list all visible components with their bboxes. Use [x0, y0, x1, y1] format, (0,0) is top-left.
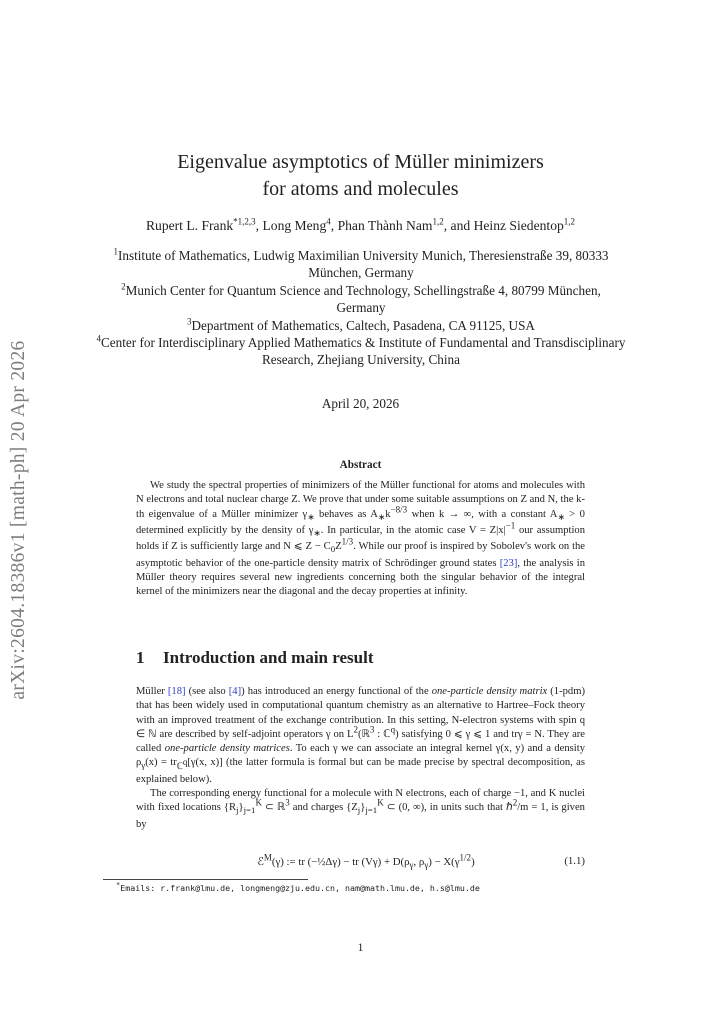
affiliation-text: Department of Mathematics, Caltech, Pasadena, CA 91125, USA	[191, 317, 535, 333]
section-body	[136, 685, 585, 832]
author-affil-sup: *1,2,3	[233, 216, 256, 227]
body-text: ⊂ (0, ∞), in units such that ℏ	[383, 802, 513, 814]
subscript: j	[357, 805, 361, 816]
abstract-heading: Abstract	[339, 459, 382, 471]
section-title: Introduction and main result	[163, 648, 374, 667]
title-line-2: for atoms and molecules	[262, 178, 459, 200]
equation-text: ℰ	[257, 856, 264, 868]
superscript: 3	[369, 724, 375, 735]
body-text: [γ(x, x)] (the latter formula is formal but can be made precise by spectral decomposition, as explained below).	[136, 757, 585, 785]
abstract-text: our assumption holds if Z is sufficiently large and N ⩽ Z − C	[136, 525, 586, 553]
superscript: K	[377, 797, 384, 808]
title-line-1: Eigenvalue asymptotics of Müller minimizers	[177, 151, 544, 173]
body-text: : ℂ	[374, 728, 391, 740]
equation-text: (γ) := tr (−½Δγ) − tr (Vγ) + D(ρ	[271, 856, 410, 868]
paper-date: April 20, 2026	[321, 396, 400, 411]
superscript: M	[263, 852, 272, 863]
paragraph	[136, 685, 585, 787]
subscript: j=1	[243, 805, 256, 816]
paper-title	[100, 149, 621, 203]
superscript: −8/3	[390, 504, 408, 515]
superscript: 2	[353, 724, 358, 735]
superscript: −1	[505, 520, 516, 531]
subscript: γ	[141, 760, 146, 771]
author-affil-sup: 4	[326, 216, 331, 227]
equation-text: ) − X(γ	[428, 856, 460, 868]
author-separator: ,	[255, 218, 263, 233]
affiliation-text: Center for Interdisciplinary Applied Mathematics & Institute of Fundamental and Transdisciplinary Research, Zhejiang University, China	[101, 335, 626, 368]
equation-text: )	[471, 856, 475, 868]
affiliation	[96, 317, 626, 334]
body-text: (1-pdm) that has been widely used in computational quantum chemistry as an alternative to Hartree–Fock theory with an improved treatment of the exchange contribution. In this setting, N-electron systems with spin q ∈ ℕ are described by self-adjoint operators γ on L	[136, 686, 585, 740]
body-text: /m = 1, is given by	[136, 802, 585, 830]
body-text: ⊂ ℝ	[264, 802, 286, 814]
page-number: 1	[357, 942, 364, 954]
abstract-text: when k → ∞, with a constant A	[407, 508, 558, 520]
author-name: Long Meng	[262, 218, 327, 233]
superscript: K	[255, 797, 262, 808]
footnote-rule	[103, 879, 308, 880]
equation-text: , ρ	[413, 856, 425, 868]
footnote-mark: *	[116, 881, 121, 890]
subscript: γ	[409, 860, 414, 871]
affiliation-text: Munich Center for Quantum Science and Technology, Schellingstraße 4, 80799 München, Germany	[125, 282, 601, 316]
subscript: ∗	[307, 511, 315, 522]
affiliation	[96, 282, 626, 317]
subscript: ∗	[557, 511, 565, 522]
abstract-body	[136, 479, 585, 600]
emphasis-text: one-particle density matrix	[431, 686, 548, 697]
abstract-text: k	[385, 508, 391, 520]
superscript: 3	[285, 797, 290, 808]
body-text: (x) = tr	[145, 757, 177, 769]
affiliation-sup: 1	[113, 246, 118, 257]
affiliation	[96, 334, 626, 369]
author-name: Heinz Siedentop	[473, 218, 564, 233]
abstract-text: . While our proof is inspired by Sobolev's work on the asymptotic behavior of the one-particle density matrix of Schrödinger ground states	[136, 541, 586, 569]
footnote-text: Emails: r.frank@lmu.de, longmeng@zju.edu.cn, nam@math.lmu.de, h.s@lmu.de	[120, 883, 480, 893]
affiliation-text: Institute of Mathematics, Ludwig Maximilian University Munich, Theresienstraße 39, 80333 München, Germany	[117, 248, 609, 281]
footnote	[116, 883, 636, 893]
body-text: The corresponding energy functional for a molecule with N electrons, each of charge −1, and K nuclei with fixed locations {R	[136, 788, 585, 814]
affiliation-sup: 3	[187, 316, 192, 327]
abstract-text: > 0 determined explicitly by the density of γ	[136, 508, 585, 536]
superscript: q	[390, 724, 396, 735]
section-number: 1	[136, 648, 145, 667]
body-text: . To each γ we can associate an integral kernel γ(x, y) and a density ρ	[136, 743, 585, 769]
arxiv-identifier: arXiv:2604.18386v1 [math-ph] 20 Apr 2026	[8, 340, 29, 700]
affiliation	[96, 247, 626, 282]
subscript: j	[236, 805, 239, 816]
author-list	[80, 218, 641, 234]
superscript: q	[182, 756, 188, 767]
subscript: 0	[330, 544, 336, 555]
paragraph: The corresponding energy functional for a molecule with N electrons, each of charge −1, and K nuclei with fixed locations $\{R_j\}_{j=1}^K$ ⊂ ℝ$^3$ and charges $\{Z_j\}_{j=1}^K$ ⊂ (0, ∞), in units such that ℏ$^2$/m = 1, is given by	[136, 788, 585, 830]
author-separator: ,	[330, 218, 338, 233]
abstract-text: Z	[335, 541, 342, 553]
citation-link[interactable]: [4]	[228, 686, 242, 697]
subscript	[176, 756, 188, 771]
subscript-text: ℂ	[176, 760, 183, 771]
body-text: ) has introduced an energy functional of the	[241, 686, 432, 697]
abstract-text: , the analysis in Müller theory requires several new ingredients concerning both the singular behavior of the integral kernel of the minimizers near the diagonal and the decay properties at infinity.	[136, 557, 585, 598]
abstract-text: behaves as A	[314, 508, 378, 520]
author-affil-sup: 1,2	[432, 216, 444, 227]
superscript: 1/2	[459, 852, 472, 863]
body-text: Müller	[136, 686, 168, 697]
affiliation-sup: 2	[121, 281, 126, 292]
citation-link[interactable]: [18]	[167, 686, 186, 697]
body-text: ) satisfying 0 ⩽ γ ⩽ 1 and trγ = N. They are called	[136, 728, 586, 755]
subscript: γ	[424, 860, 429, 871]
author-affil-sup: 1,2	[563, 216, 576, 227]
abstract-text: . In particular, in the atomic case V = Z|x|	[320, 525, 506, 536]
emphasis-text: one-particle density matrices	[164, 743, 290, 755]
subscript: ∗	[377, 511, 386, 522]
author-name: Phan Thành Nam	[337, 218, 433, 233]
subscript: j=1	[365, 805, 378, 816]
author-name: Rupert L. Frank	[145, 218, 234, 233]
abstract-text: We study the spectral properties of minimizers of the Müller functional for atoms and molecules with N electrons and total nuclear charge Z. We prove that under some suitable assumptions on Z and N, the k-th eigenvalue of a Müller minimizer γ	[136, 480, 585, 520]
author-separator: , and	[443, 218, 474, 233]
affiliation-list	[96, 247, 626, 369]
section-heading	[136, 648, 596, 668]
body-text: and charges {Z	[289, 802, 358, 814]
superscript: 2	[512, 797, 518, 808]
citation-link[interactable]: [23]	[499, 557, 518, 569]
equation-number: (1.1)	[564, 855, 585, 867]
body-text: (ℝ	[357, 728, 370, 740]
subscript: ∗	[313, 528, 321, 539]
equation-expression	[216, 852, 516, 871]
body-text: (see also	[185, 686, 229, 697]
affiliation-sup: 4	[96, 333, 102, 344]
superscript: 1/3	[341, 536, 354, 547]
